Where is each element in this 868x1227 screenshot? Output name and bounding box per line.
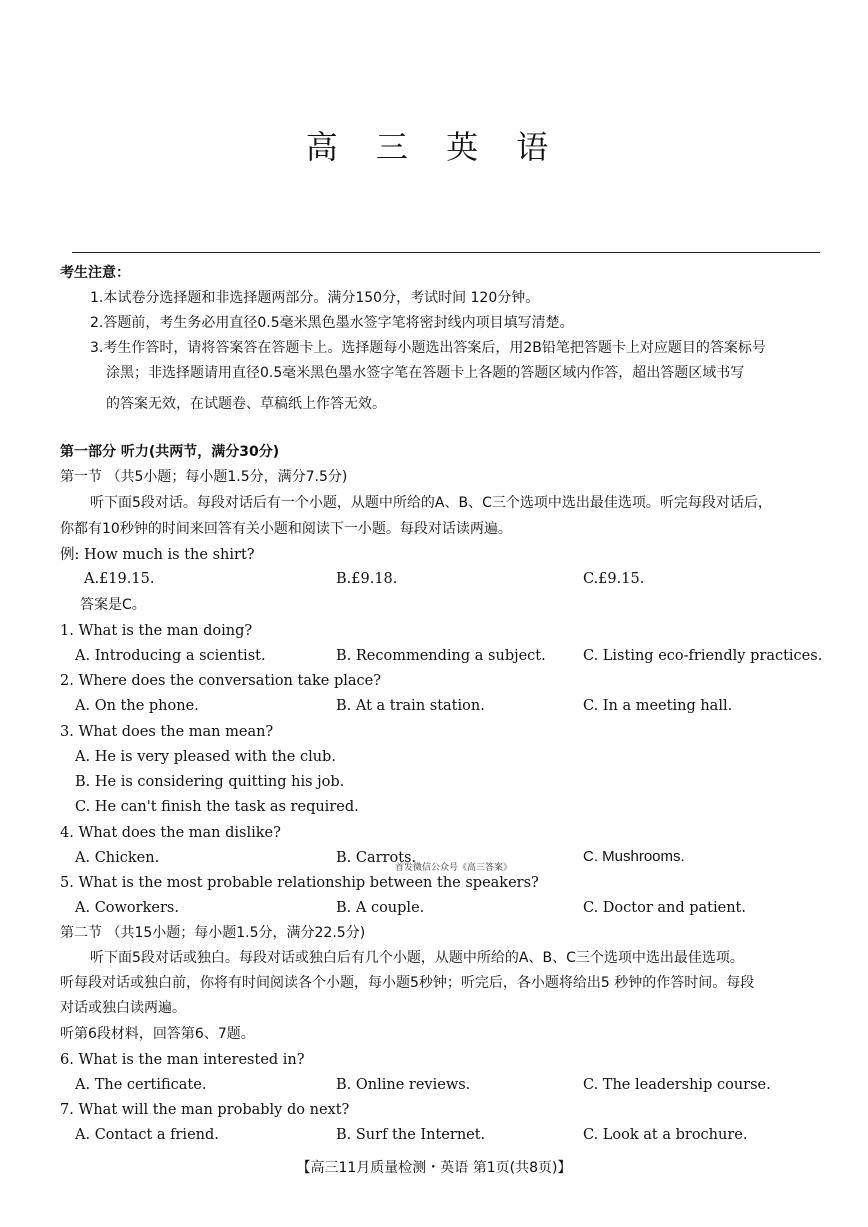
question-7: 7. What will the man probably do next? (60, 1102, 350, 1118)
q3-option-a: A. He is very pleased with the club. (75, 749, 336, 765)
q1-option-c: C. Listing eco-friendly practices. (583, 648, 823, 664)
watermark-text: 首发微信公众号《高三答案》 (395, 863, 513, 873)
header-divider (72, 252, 820, 253)
notice-item-3-cont-2: 的答案无效，在试题卷、草稿纸上作答无效。 (106, 396, 386, 412)
section2-instruction-2: 听每段对话或独白前，你将有时间阅读各个小题，每小题5秒钟；听完后，各小题将给出5 秒钟的作答时间。每段 (60, 975, 755, 991)
example-option-b: B.£9.18. (336, 571, 398, 587)
q2-option-a: A. On the phone. (75, 698, 199, 714)
q1-option-a: A. Introducing a scientist. (75, 648, 266, 664)
q2-option-c: C. In a meeting hall. (583, 698, 733, 714)
example-answer: 答案是C。 (80, 597, 146, 613)
q3-option-c: C. He can't finish the task as required. (75, 799, 359, 815)
q3-option-b: B. He is considering quitting his job. (75, 774, 345, 790)
section1-heading: 第一节 （共5小题；每小题1.5分，满分7.5分) (60, 469, 348, 485)
notice-item-3: 3.考生作答时，请将答案答在答题卡上。选择题每小题选出答案后，用2B铅笔把答题卡上对应题目的答案标号 (90, 340, 766, 356)
q6-option-a: A. The certificate. (75, 1077, 207, 1093)
question-6: 6. What is the man interested in? (60, 1052, 305, 1068)
q7-option-b: B. Surf the Internet. (336, 1127, 486, 1143)
notice-heading: 考生注意： (60, 265, 130, 281)
q7-option-a: A. Contact a friend. (75, 1127, 219, 1143)
q1-option-b: B. Recommending a subject. (336, 648, 546, 664)
q5-option-c: C. Doctor and patient. (583, 900, 746, 916)
q4-option-c: C. Mushrooms. (583, 848, 685, 865)
q4-option-a: A. Chicken. (75, 850, 160, 866)
question-4: 4. What does the man dislike? (60, 825, 281, 841)
page-title: 高 三 英 语 (305, 128, 563, 166)
q2-option-b: B. At a train station. (336, 698, 485, 714)
section2-instruction-3: 对话或独白读两遍。 (60, 1000, 186, 1016)
example-question: 例: How much is the shirt? (60, 547, 255, 563)
notice-item-1: 1.本试卷分选择题和非选择题两部分。满分150分，考试时间 120分钟。 (90, 290, 540, 306)
question-2: 2. Where does the conversation take place? (60, 673, 381, 689)
q4-option-b: B. Carrots. (336, 850, 417, 866)
section2-instruction-1: 听下面5段对话或独白。每段对话或独白后有几个小题，从题中所给的A、B、C三个选项中选出最佳选项。 (90, 950, 744, 966)
question-3: 3. What does the man mean? (60, 724, 274, 740)
question-5: 5. What is the most probable relationship between the speakers? (60, 875, 539, 891)
material-6-note: 听第6段材料，回答第6、7题。 (60, 1026, 255, 1042)
page-footer: 【高三11月质量检测・英语 第1页(共8页)】 (296, 1160, 572, 1176)
question-1: 1. What is the man doing? (60, 623, 253, 639)
section1-instruction-1: 听下面5段对话。每段对话后有一个小题，从题中所给的A、B、C三个选项中选出最佳选项。听完每段对话后， (90, 495, 772, 511)
example-option-a: A.£19.15. (84, 571, 155, 587)
notice-item-2: 2.答题前，考生务必用直径0.5毫米黑色墨水签字笔将密封线内项目填写清楚。 (90, 315, 574, 331)
notice-item-3-cont-1: 涂黑；非选择题请用直径0.5毫米黑色墨水签字笔在答题卡上各题的答题区域内作答，超出答题区域书写 (106, 365, 745, 381)
section2-heading: 第二节 （共15小题；每小题1.5分，满分22.5分) (60, 925, 366, 941)
q5-option-a: A. Coworkers. (75, 900, 179, 916)
q7-option-c: C. Look at a brochure. (583, 1127, 748, 1143)
q5-option-b: B. A couple. (336, 900, 425, 916)
q6-option-b: B. Online reviews. (336, 1077, 471, 1093)
part1-heading: 第一部分 听力(共两节，满分30分) (60, 444, 280, 460)
q6-option-c: C. The leadership course. (583, 1077, 771, 1093)
example-option-c: C.£9.15. (583, 571, 645, 587)
section1-instruction-2: 你都有10秒钟的时间来回答有关小题和阅读下一小题。每段对话读两遍。 (60, 521, 512, 537)
